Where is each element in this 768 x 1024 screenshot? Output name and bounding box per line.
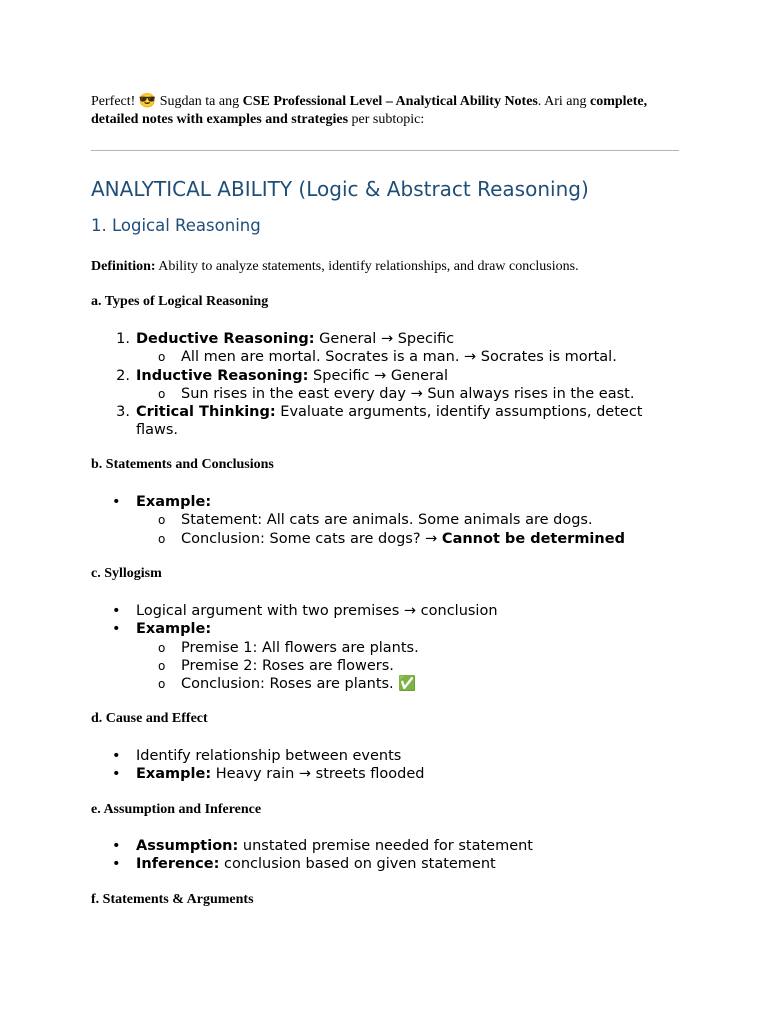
item-example: Sun rises in the east every day → Sun always rises in the east. (181, 385, 635, 402)
item-text: Specific → General (308, 367, 448, 384)
list-item (91, 348, 679, 366)
bullet-icon: • (112, 748, 121, 764)
list-item (91, 330, 679, 348)
example-text: Heavy rain → streets flooded (211, 766, 425, 783)
list-item (91, 602, 679, 620)
item-text: General → Specific (314, 331, 455, 347)
item-text: Logical argument with two premises → conclusion (136, 603, 498, 619)
intro-text: . Ari ang (537, 94, 590, 109)
list-item (91, 367, 679, 385)
reasoning-types-list (91, 330, 679, 440)
bullet-icon: • (112, 603, 121, 619)
statements-list (91, 493, 679, 548)
assumption-inference-list (91, 837, 679, 874)
assumption-label: Assumption: (136, 838, 239, 854)
list-item (91, 530, 679, 548)
circle-bullet-icon: o (158, 658, 166, 673)
bullet-icon: • (112, 494, 121, 510)
definition-paragraph (91, 259, 579, 275)
list-item (91, 675, 679, 693)
circle-bullet-icon: o (158, 350, 166, 365)
list-item (91, 639, 679, 657)
statement-text: Statement: All cats are animals. Some animals are dogs. (181, 512, 593, 529)
list-item (91, 765, 679, 783)
item-text: Evaluate arguments, identify assumptions, detect flaws. (136, 404, 643, 439)
intro-paragraph (91, 93, 679, 129)
subsection-heading-e: e. Assumption and Inference (91, 802, 262, 817)
item-example: All men are mortal. Socrates is a man. → Socrates is mortal. (181, 349, 617, 366)
subsection-heading-b: b. Statements and Conclusions (91, 457, 274, 472)
item-label: Inductive Reasoning: (136, 367, 309, 384)
intro-text: per subtopic: (348, 112, 425, 127)
intro-text: Sugdan ta ang (156, 94, 243, 109)
page-title: ANALYTICAL ABILITY (Logic & Abstract Reasoning) (91, 177, 589, 201)
example-label: Example: (136, 766, 212, 783)
example-label: Example: (136, 494, 212, 510)
section-heading: 1. Logical Reasoning (91, 216, 261, 235)
cause-effect-list (91, 747, 679, 784)
conclusion-answer: Cannot be determined (441, 530, 625, 547)
list-item (91, 657, 679, 675)
item-label: Critical Thinking: (136, 404, 276, 421)
item-text: Identify relationship between events (136, 748, 402, 764)
list-number: 3. (116, 404, 130, 421)
circle-bullet-icon: o (158, 513, 166, 528)
intro-text: Perfect! (91, 94, 139, 109)
bullet-icon: • (112, 856, 121, 873)
sunglasses-emoji-icon: 😎 (138, 94, 157, 109)
premise-text: Premise 2: Roses are flowers. (181, 657, 394, 674)
intro-bold-title: CSE Professional Level – Analytical Ability Notes (242, 94, 538, 109)
inference-label: Inference: (136, 856, 220, 873)
definition-text: Ability to analyze statements, identify relationships, and draw conclusions. (155, 259, 579, 274)
bullet-icon: • (112, 766, 121, 783)
bullet-icon: • (112, 838, 121, 854)
circle-bullet-icon: o (158, 386, 166, 401)
list-item (91, 385, 679, 403)
circle-bullet-icon: o (158, 531, 166, 546)
inference-text: conclusion based on given statement (219, 856, 496, 873)
list-item (91, 511, 679, 529)
horizontal-divider (91, 150, 679, 151)
subsection-heading-f: f. Statements & Arguments (91, 892, 254, 907)
list-number: 2. (116, 367, 130, 384)
list-item (91, 620, 679, 638)
list-item (91, 403, 679, 440)
example-label: Example: (136, 621, 212, 638)
subsection-heading-c: c. Syllogism (91, 566, 162, 581)
subsection-heading-a: a. Types of Logical Reasoning (91, 294, 269, 309)
list-number: 1. (116, 331, 130, 347)
premise-text: Premise 1: All flowers are plants. (181, 639, 419, 656)
subsection-heading-d: d. Cause and Effect (91, 711, 208, 726)
syllogism-list (91, 602, 679, 693)
list-item (91, 837, 679, 855)
list-item (91, 855, 679, 873)
circle-bullet-icon: o (158, 677, 166, 692)
circle-bullet-icon: o (158, 640, 166, 655)
conclusion-text: Conclusion: Roses are plants. (181, 676, 399, 693)
item-label: Deductive Reasoning: (136, 331, 315, 347)
intro-bold-phrase: complete, detailed notes with examples and strategies (91, 94, 648, 127)
list-item (91, 493, 679, 511)
checkmark-icon: ✅ (398, 676, 417, 693)
definition-label: Definition: (91, 259, 156, 274)
assumption-text: unstated premise needed for statement (238, 838, 533, 854)
conclusion-text: Conclusion: Some cats are dogs? → (181, 530, 442, 547)
list-item (91, 747, 679, 765)
bullet-icon: • (112, 621, 121, 638)
